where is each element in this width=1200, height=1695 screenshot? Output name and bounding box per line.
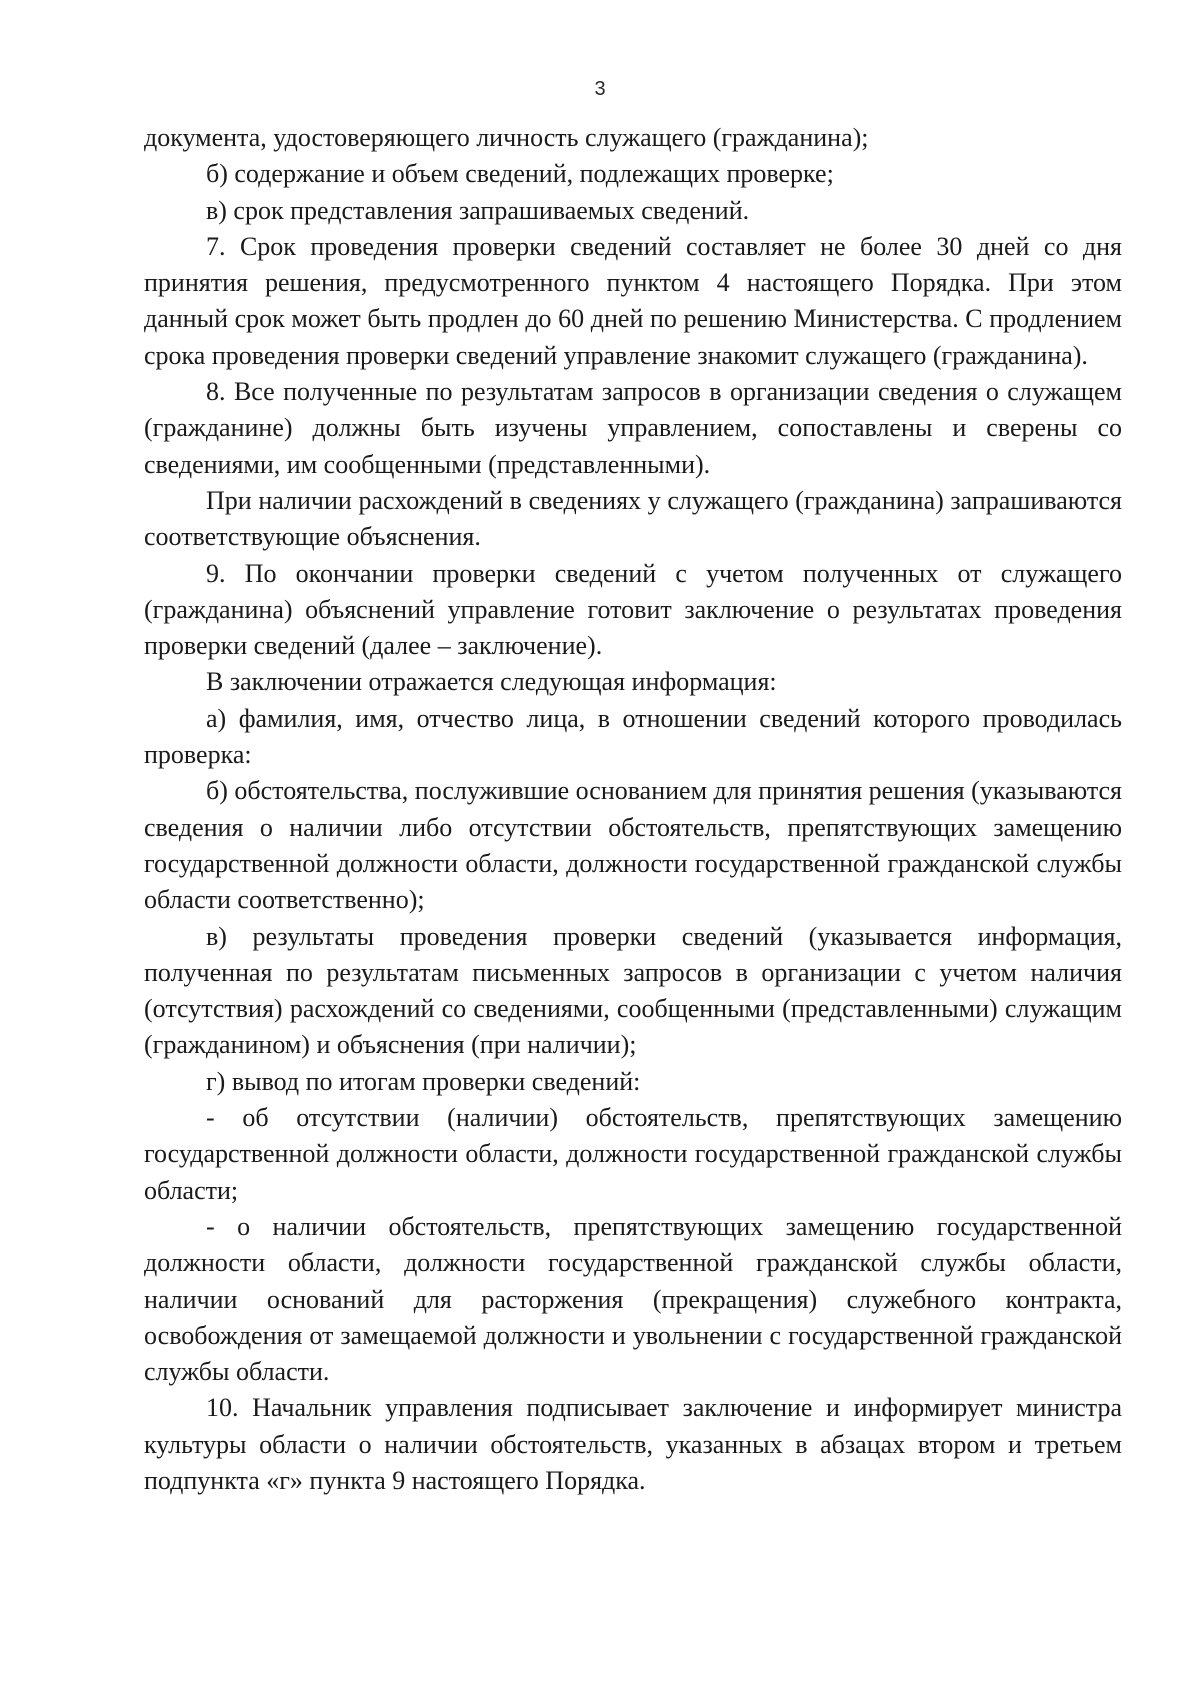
paragraph: документа, удостоверяющего личность служащего (гражданина); [144, 123, 869, 152]
paragraph: 10. Начальник управления подписывает заключение и информирует министра культуры области о наличии обстоятельств, указанных в абзацах втором и третьем подпункта «г» пункта 9 настоящего Порядка. [144, 1393, 1122, 1495]
paragraph: а) фамилия, имя, отчество лица, в отношении сведений которого проводилась проверка: [144, 703, 1122, 770]
paragraph: в) результаты проведения проверки сведений (указывается информация, полученная по результатам письменных запросов в организации с учетом наличия (отсутствия) расхождений со сведениями, сообщенными (представленными) служащим (гражданином) и объяснения (при наличии); [144, 921, 1122, 1060]
paragraph: При наличии расхождений в сведениях у служащего (гражданина) запрашиваются соответствующие объяснения. [144, 485, 1122, 552]
document-body [144, 120, 1122, 1499]
paragraph: - об отсутствии (наличии) обстоятельств, препятствующих замещению государственной должности области, должности государственной гражданской службы области; [144, 1103, 1122, 1205]
paragraph: г) вывод по итогам проверки сведений: [206, 1066, 641, 1096]
paragraph: в) срок представления запрашиваемых сведений. [206, 195, 750, 225]
paragraph: б) обстоятельства, послужившие основанием для принятия решения (указываются сведения о наличии либо отсутствии обстоятельств, препятствующих замещению государственной должности области, должности государственной гражданской службы области соответственно); [144, 776, 1122, 915]
paragraph: - о наличии обстоятельств, препятствующих замещению государственной должности области, должности государственной гражданской службы области, наличии оснований для расторжения (прекращения) служебного контракта, освобождения от замещаемой должности и увольнении с государственной гражданской службы области. [144, 1211, 1122, 1387]
paragraph: б) содержание и объем сведений, подлежащих проверке; [206, 159, 834, 189]
paragraph: В заключении отражается следующая информация: [206, 667, 777, 697]
paragraph: 9. По окончании проверки сведений с учетом полученных от служащего (гражданина) объяснений управление готовит заключение о результатах проведения проверки сведений (далее – заключение). [144, 558, 1122, 661]
page-number: 3 [594, 78, 606, 100]
paragraph: 7. Срок проведения проверки сведений составляет не более 30 дней со дня принятия решения, предусмотренного пунктом 4 настоящего Порядка. При этом данный срок может быть продлен до 60 дней по решению Министерства. С продлением срока проведения проверки сведений управление знакомит служащего (гражданина). [144, 231, 1122, 370]
paragraph: 8. Все полученные по результатам запросов в организации сведения о служащем (гражданине) должны быть изучены управлением, сопоставлены и сверены со сведениями, им сообщенными (представленными). [144, 377, 1122, 479]
